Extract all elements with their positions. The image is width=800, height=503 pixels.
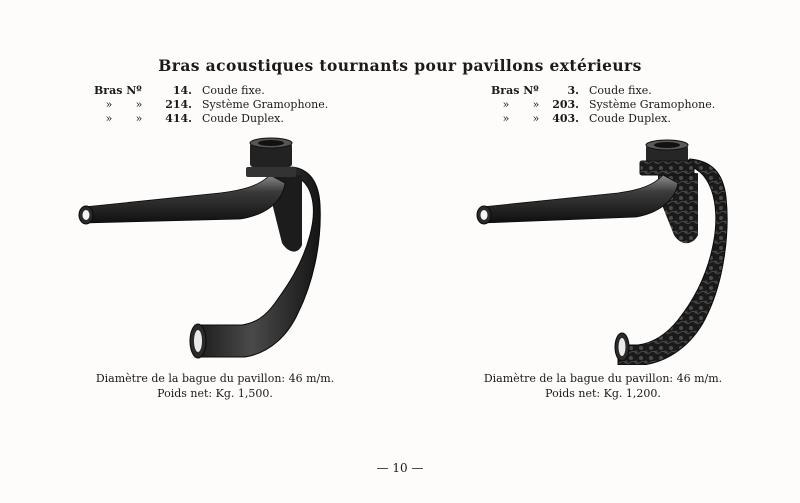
ditto-mark: » <box>502 112 510 125</box>
spec-label: Coude fixe. <box>589 84 652 97</box>
spec-ditto <box>94 112 164 126</box>
spec-label: Coude fixe. <box>202 84 265 97</box>
spec-ditto <box>94 98 164 112</box>
spec-row <box>491 84 715 98</box>
spec-row <box>491 98 715 112</box>
spec-number: 14. <box>172 84 192 97</box>
spec-number: 214. <box>165 98 192 111</box>
page-number: — 10 — <box>376 461 424 475</box>
spec-label: Système Gramophone. <box>589 98 716 111</box>
spec-label: Système Gramophone. <box>202 98 329 111</box>
spec-row <box>491 112 715 126</box>
caption-left <box>70 371 360 401</box>
ditto-mark: » <box>135 98 143 111</box>
caption-weight: Poids net: Kg. 1,500. <box>157 387 273 400</box>
caption-diameter: Diamètre de la bague du pavillon: 46 m/m. <box>483 372 723 385</box>
spec-number: 203. <box>552 98 579 111</box>
spec-number: 414. <box>165 112 192 125</box>
ditto-mark: » <box>532 112 540 125</box>
ditto-mark: » <box>105 112 113 125</box>
spec-heading: Bras Nº <box>94 84 142 97</box>
spec-list-right <box>491 84 715 126</box>
spec-ditto <box>491 98 551 112</box>
ditto-mark: » <box>135 112 143 125</box>
spec-row <box>94 98 328 112</box>
spec-list-left <box>94 84 328 126</box>
spec-heading: Bras Nº <box>491 84 539 97</box>
spec-number: 403. <box>552 112 579 125</box>
spec-label: Coude Duplex. <box>202 112 284 125</box>
ditto-mark: » <box>532 98 540 111</box>
spec-label: Coude Duplex. <box>589 112 671 125</box>
spec-ditto <box>491 112 551 126</box>
caption-diameter: Diamètre de la bague du pavillon: 46 m/m. <box>95 372 335 385</box>
ditto-mark: » <box>105 98 113 111</box>
caption-weight: Poids net: Kg. 1,200. <box>545 387 661 400</box>
spec-number: 3. <box>567 84 579 97</box>
tone-arm-left-image <box>70 135 330 365</box>
spec-row <box>94 84 328 98</box>
page-title: Bras acoustiques tournants pour pavillons extérieurs <box>158 56 642 75</box>
caption-right <box>458 371 748 401</box>
spec-row <box>94 112 328 126</box>
ditto-mark: » <box>502 98 510 111</box>
tone-arm-right-image <box>468 135 728 365</box>
